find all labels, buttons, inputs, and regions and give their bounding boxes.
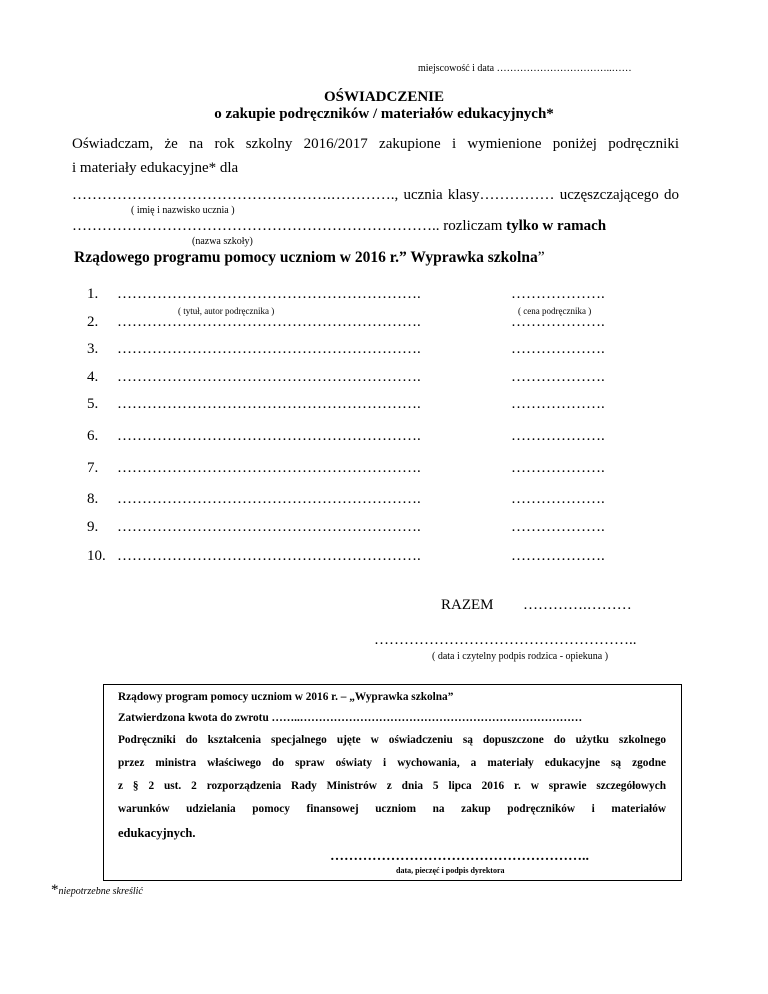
list-item [87,548,727,568]
approval-text-line-3: z § 2 ust. 2 rozporządzenia Rady Ministrów z dnia 5 lipca 2016 r. w sprawie szczegółowych [118,780,666,792]
footnote-star: * [51,882,59,898]
textbook-title-field[interactable]: ……………………………………………………. [117,286,421,302]
list-item [87,341,727,361]
document-title: OŚWIADCZENIE [323,89,445,105]
textbook-price-field[interactable]: ………………. [511,519,605,535]
parent-signature-field[interactable]: …………………………………………….. [374,632,637,648]
program-name-quote: ” [537,249,545,266]
footnote-text: niepotrzebne skreślić [58,886,143,897]
parent-signature-caption: ( data i czytelny podpis rodzica - opiekuna ) [432,651,609,662]
title-author-caption: ( tytuł, autor podręcznika ) [178,306,275,316]
list-item [87,460,727,480]
approval-text-line-2: przez ministra właściwego do spraw oświaty i wychowania, a materiały edukacyjne są zgodne [118,757,666,769]
approval-text-line-4: warunków udzielania pomocy finansowej uczniom na zakup podręczników i materiałów [118,803,666,815]
textbook-price-field[interactable]: ………………. [511,286,605,302]
approval-text-line-5: edukacyjnych. [118,826,196,840]
settlement-emphasis: tylko w ramach [506,218,607,234]
list-item [87,491,727,511]
textbook-price-field[interactable]: ………………. [511,314,605,330]
textbook-title-field[interactable]: ……………………………………………………. [117,341,421,357]
textbook-title-field[interactable]: ……………………………………………………. [117,428,421,444]
list-item-number: 2. [87,314,99,330]
director-signature-field[interactable]: ……………………………………………….. [330,849,589,864]
list-item-number: 4. [87,369,99,385]
student-name-caption: ( imię i nazwisko ucznia ) [131,205,235,216]
school-name-field[interactable] [72,218,606,235]
list-item-number: 10. [87,548,106,564]
textbook-price-field[interactable]: ………………. [511,341,605,357]
total-label: RAZEM [441,597,494,613]
director-signature-caption: data, pieczęć i podpis dyrektora [396,866,505,875]
list-item-number: 3. [87,341,99,357]
student-name-field[interactable]: …………………………………………….…………., ucznia klasy…………… uczęszczającego do [72,187,679,203]
textbook-price-field[interactable]: ………………. [511,460,605,476]
textbook-price-field[interactable]: ………………. [511,396,605,412]
document-subtitle: o zakupie podręczników / materiałów edukacyjnych* [214,106,554,122]
textbook-price-field[interactable]: ………………. [511,428,605,444]
statement-line-1: Oświadczam, że na rok szkolny 2016/2017 zakupione i wymienione poniżej podręczniki [72,136,679,152]
total-amount-field[interactable]: ………….……… [523,597,632,613]
list-item-number: 8. [87,491,99,507]
list-item [87,396,727,416]
place-date-field[interactable]: miejscowość i data ……………………………..…… [418,63,632,74]
approval-text-line-1: Podręczniki do kształcenia specjalnego ujęte w oświadczeniu są dopuszczone do użytku szkolnego [118,734,666,746]
school-name-caption: (nazwa szkoły) [192,236,253,247]
list-item-number: 9. [87,519,99,535]
list-item-number: 1. [87,286,99,302]
list-item-number: 7. [87,460,99,476]
program-name-bold: Rządowego programu pomocy uczniom w 2016 r.” Wyprawka szkolna [74,249,538,266]
approved-amount-field[interactable]: Zatwierdzona kwota do zwrotu ……..………………………………………………………………… [118,712,583,724]
textbook-title-field[interactable]: ……………………………………………………. [117,519,421,535]
textbook-title-field[interactable]: ……………………………………………………. [117,396,421,412]
textbook-price-field[interactable]: ………………. [511,548,605,564]
textbook-title-field[interactable]: ……………………………………………………. [117,491,421,507]
textbook-price-field[interactable]: ………………. [511,369,605,385]
approval-box [103,684,682,881]
list-item [87,428,727,448]
school-name-dots: ……………………………………………………………….. rozliczam [72,218,507,234]
approval-box-title: Rządowy program pomocy uczniom w 2016 r. – „Wyprawka szkolna” [118,691,454,703]
list-item [87,519,727,539]
list-item [87,369,727,389]
textbook-title-field[interactable]: ……………………………………………………. [117,460,421,476]
program-name [74,249,545,267]
footnote [51,881,143,899]
list-item [87,314,727,334]
textbook-price-field[interactable]: ………………. [511,491,605,507]
textbook-title-field[interactable]: ……………………………………………………. [117,548,421,564]
price-caption: ( cena podręcznika ) [518,306,592,316]
textbook-title-field[interactable]: ……………………………………………………. [117,369,421,385]
statement-line-2: i materiały edukacyjne* dla [72,160,239,176]
textbook-title-field[interactable]: ……………………………………………………. [117,314,421,330]
list-item-number: 5. [87,396,99,412]
list-item-number: 6. [87,428,99,444]
list-item [87,286,727,306]
